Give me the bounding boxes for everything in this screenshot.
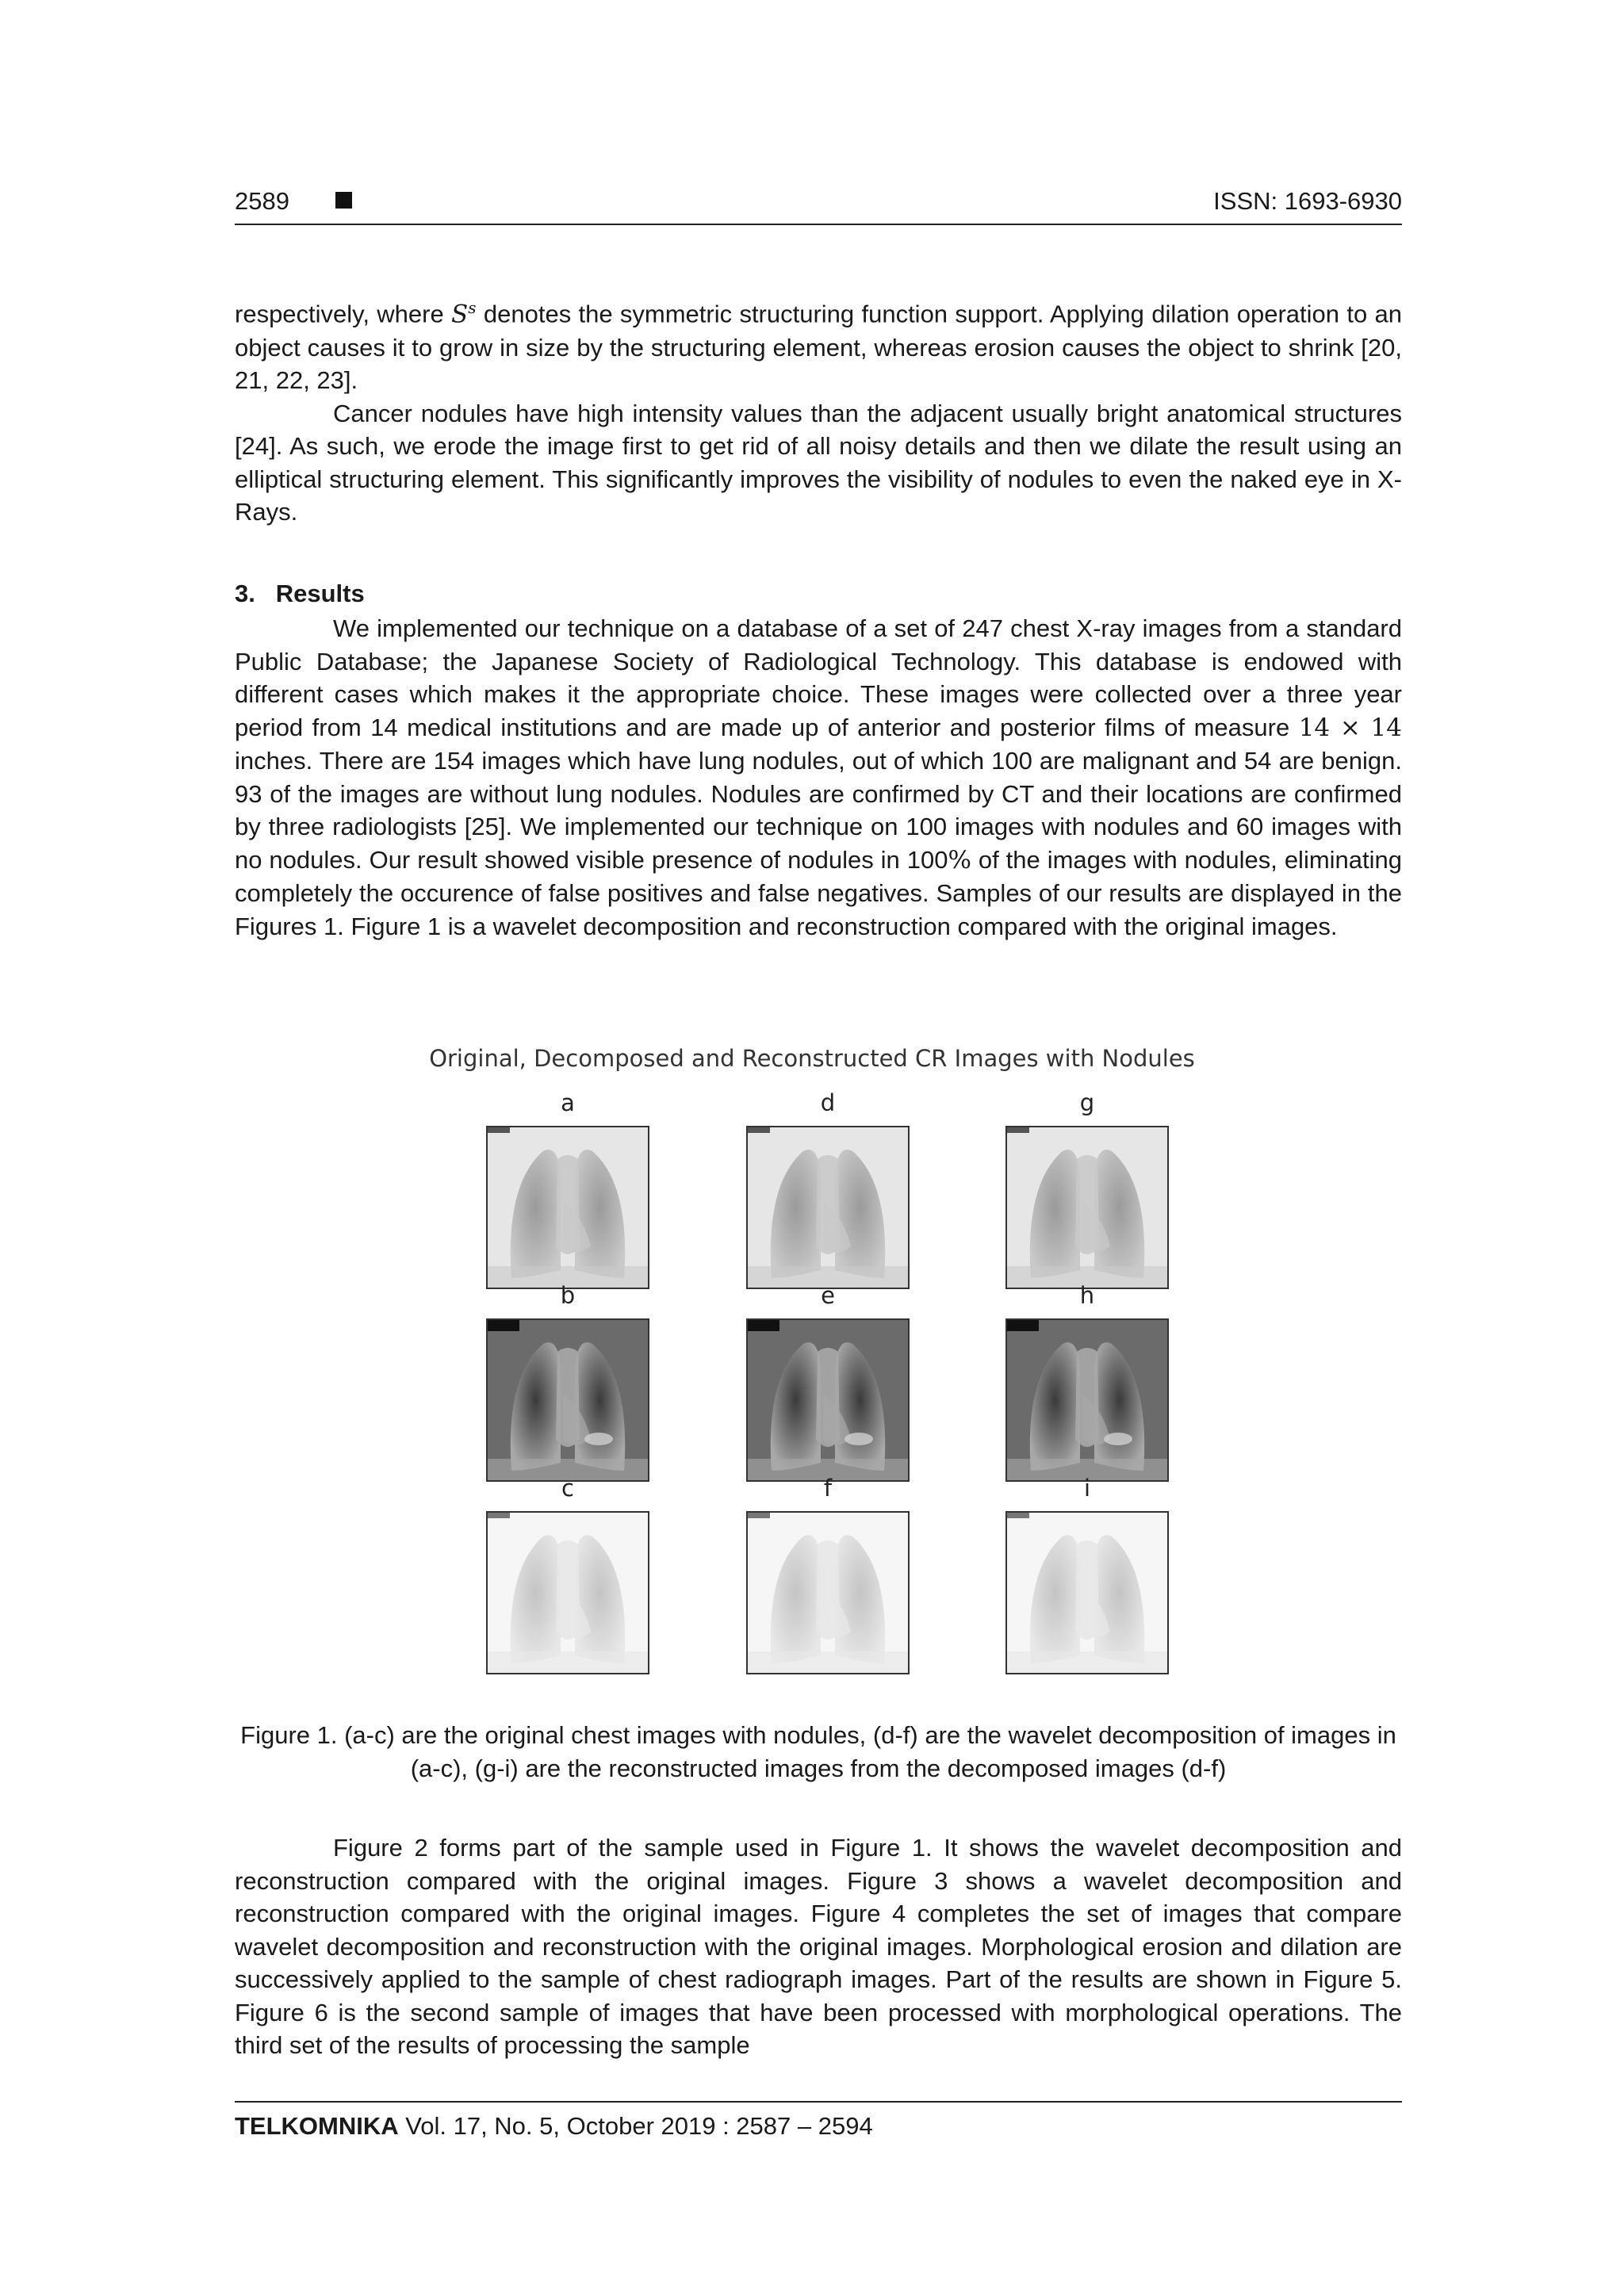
footer-details: Vol. 17, No. 5, October 2019 : 2587 – 2594 [398,2112,873,2140]
panel-label-e: e [821,1282,835,1309]
xray-panel-d [746,1126,910,1289]
panel-label-a: a [561,1089,575,1116]
math-superscript: s [468,298,477,317]
para3-text-b: inches. There are 154 images which have lung nodules, out of which 100 are malignant and 54 are benign. 93 of the images are without lung nodules. Nodules are confirmed by CT and their locations are confirmed by three radiologists [25]. We implemented our technique on 100 images with nodules and 60 images with no nodules. Our result showed visible presence of nodules in 100 [235,747,1402,874]
xray-panel-g [1005,1126,1169,1289]
para4-text: Figure 2 forms part of the sample used in Figure 1. It shows the wavelet decomposition and reconstruction compared with the original images. Figure 3 shows a wavelet decomposition and reconstruction compared with the original images. Figure 4 completes the set of images that compare wavelet decomposition and reconstruction with the original images. Morphological erosion and dilation are successively applied to the sample of chest radiograph images. Part of the results are shown in Figure 5. Figure 6 is the second sample of images that have been processed with morphological operations. The third set of the results of processing the sample [235,1834,1402,2059]
xray-panel-e [746,1318,910,1482]
para1-text-b: denotes the symmetric structuring function support. Applying dilation operation to an object causes it to grow in size by the structuring element, whereas erosion causes the object to shrink [20, 21, 22, 23]. [235,300,1402,395]
para1-text-a: respectively, where [235,300,452,328]
page-header [235,187,1402,225]
math-symbol-s: S [451,300,469,329]
para3-text-a: We implemented our technique on a database of a set of 247 chest X-ray images from a standard Public Database; the Japanese Society of Radiological Technology. This database is endowed with different cases which makes it the appropriate choice. These images were collected over a three year period from 14 medical institutions and are made up of anterior and posterior films of measure [235,614,1402,741]
xray-panel-b [486,1318,649,1482]
panel-label-g: g [1079,1089,1095,1116]
section-number: 3. [235,580,255,607]
paragraph-morphology [235,292,1402,529]
header-square-marker [335,192,352,209]
figure-caption: Figure 1. (a-c) are the original chest images with nodules, (d-f) are the wavelet decomposition of images in (a-c), (g-i) are the reconstructed images from the decomposed images (d-f) [240,1721,1396,1782]
xray-panel-h [1005,1318,1169,1482]
math-percent: % [948,845,971,874]
xray-panel-i [1005,1511,1169,1674]
section-title: Results [275,580,365,607]
panel-label-f: f [823,1475,833,1502]
math-dimensions: 14 × 14 [1298,713,1403,742]
xray-panel-a [486,1126,649,1289]
xray-panel-c [486,1511,649,1674]
panel-label-b: b [560,1282,576,1309]
page-number: 2589 [235,187,289,215]
figure-title: Original, Decomposed and Reconstructed CR Images with Nodules [429,1045,1195,1072]
paragraph-nodules: Cancer nodules have high intensity values than the adjacent usually bright anatomical structures [24]. As such, we erode the image first to get rid of all noisy details and then we dilate the result using an elliptical structuring element. This significantly improves the visibility of nodules to even the naked eye in X-Rays. [235,399,1402,526]
xray-panel-f [746,1511,910,1674]
paragraph-figures [235,1831,1402,2062]
panel-label-d: d [820,1089,836,1116]
panel-label-h: h [1079,1282,1095,1309]
paragraph-results [235,612,1402,943]
panel-label-i: i [1083,1475,1091,1502]
page-footer [235,2101,1402,2141]
section-heading [235,580,365,608]
issn: ISSN: 1693-6930 [1213,187,1402,215]
para3-text-c: of the images with nodules, eliminating completely the occurence of false positives and false negatives. Samples of our results are displayed in the Figures 1. Figure 1 is a wavelet decomposition and reconstruction compared with the original images. [235,845,1403,940]
footer-journal: TELKOMNIKA [235,2112,399,2140]
panel-label-c: c [561,1475,574,1502]
